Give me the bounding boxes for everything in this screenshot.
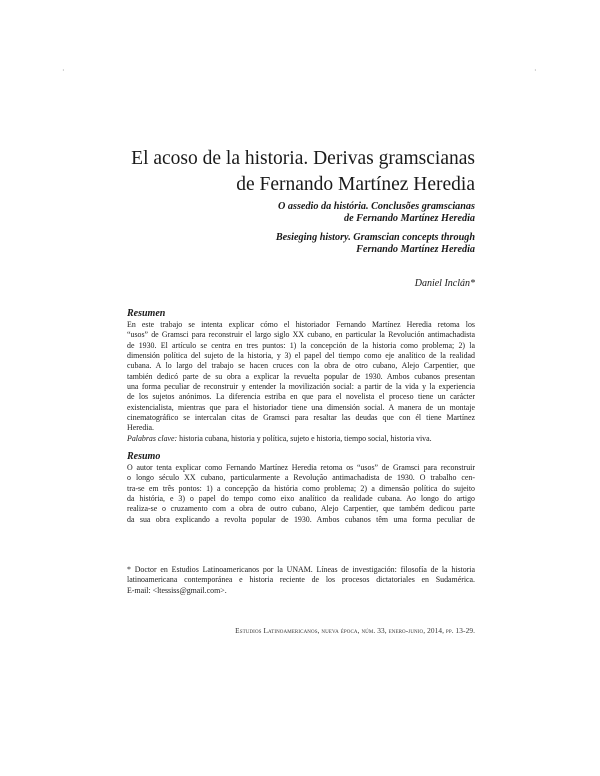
subtitle-en-line-2: Fernando Martínez Heredia (356, 244, 475, 255)
subtitle-portuguese (200, 201, 475, 225)
resumen-line: “usos” de Gramsci para reconstruir el largo siglo XX cubano, en particular la Revolución antimachadista (127, 330, 475, 340)
footnote-email-line[interactable]: E-mail: <ltessiss@gmail.com>. (127, 585, 227, 595)
footnote-line: latinoamericana contemporánea e historia reciente de los procesos dictatoriales en Sudamérica. (127, 575, 475, 585)
resumen-line: también dedicó parte de su obra a explicar la revuelta popular de 1930. Ambos cubanos presentan (127, 371, 475, 381)
resumen-line: dimensión política del sujeto de la historia, y 3) el papel del tiempo como eje analítico de la realidad (127, 351, 475, 361)
subtitle-pt-line-1: O assedio da história. Conclusões gramscianas (278, 201, 475, 212)
resumen-line: En este trabajo se intenta explicar cómo el historiador Fernando Martínez Heredia retoma los (127, 320, 475, 329)
resumen-line: cubana. A lo largo del trabajo se hacen cruces con la obra de otro cubano, Alejo Carpentier, que (127, 361, 475, 371)
resumen-line: cinematográfico se intercalan citas de Gramsci para resaltar las deudas que con él tiene Martínez (127, 413, 475, 423)
author-footnote (127, 565, 475, 596)
resumo-line: O autor tenta explicar como Fernando Martínez Heredia retoma os “usos” de Gramsci para reconstruir (127, 463, 475, 472)
resumo-line: da história, e 3) o papel do tempo como eixo analítico da realidade cubana. Ao longo do artigo (127, 494, 475, 504)
resumen-heading: Resumen (127, 308, 166, 319)
title-line-1: El acoso de la historia. Derivas gramscianas (131, 148, 475, 169)
article-title (120, 146, 475, 198)
corner-mark-left: · (62, 66, 65, 75)
resumen-line: Heredia. (127, 423, 154, 433)
resumen-line: una forma peculiar de reconstruir y entender la movilización social: a partir de la vida y la experiencia (127, 382, 475, 392)
resumo-line: tra-se em três pontos: 1) a concepção da história como problema; 2) a dimensão política do sujeito (127, 483, 475, 493)
title-line-2: de Fernando Martínez Heredia (236, 174, 475, 195)
keywords-text: historia cubana, historia y política, sujeto e historia, tiempo social, historia viva. (177, 433, 432, 443)
author-name: Daniel Inclán* (414, 278, 475, 289)
corner-mark-right: · (534, 66, 537, 75)
keywords-label: Palabras clave: (127, 433, 178, 443)
resumen-line: de los sujetos anónimos. La diferencia estriba en que para el novelista el proceso tiene un carácter (127, 392, 475, 402)
resumen-line: de 1930. El artículo se centra en tres puntos: 1) la concepción de la historia como problema; 2) la (127, 340, 475, 350)
journal-citation-footer: Estudios Latinoamericanos, nueva época, núm. 33, enero-junio, 2014, pp. 13-29. (235, 626, 475, 635)
subtitle-en-line-1: Besieging history. Gramscian concepts through (275, 232, 475, 243)
subtitle-english (200, 232, 475, 256)
keywords-line (127, 434, 475, 444)
footnote-line: * Doctor en Estudios Latinoamericanos por la UNAM. Líneas de investigación: filosofía de la historia (127, 565, 475, 574)
resumo-body (127, 463, 475, 525)
resumo-line: realiza-se o cruzamento com a obra de outro cubano, Alejo Carpentier, que também dedicou parte (127, 504, 475, 514)
resumo-line: da sua obra explicando a revolta popular de 1930. Ambos cubanos têm uma forma peculiar de (127, 514, 475, 524)
resumen-body (127, 320, 475, 444)
resumen-line: existencialista, mientras que para el historiador tiene una dimensión social. A manera de un montaje (127, 402, 475, 412)
resumo-heading: Resumo (127, 451, 161, 462)
resumo-line: o longo século XX cubano, particularmente a Revolução antimachadista de 1930. O trabalho cen- (127, 473, 475, 483)
subtitle-pt-line-2: de Fernando Martínez Heredia (343, 213, 475, 224)
